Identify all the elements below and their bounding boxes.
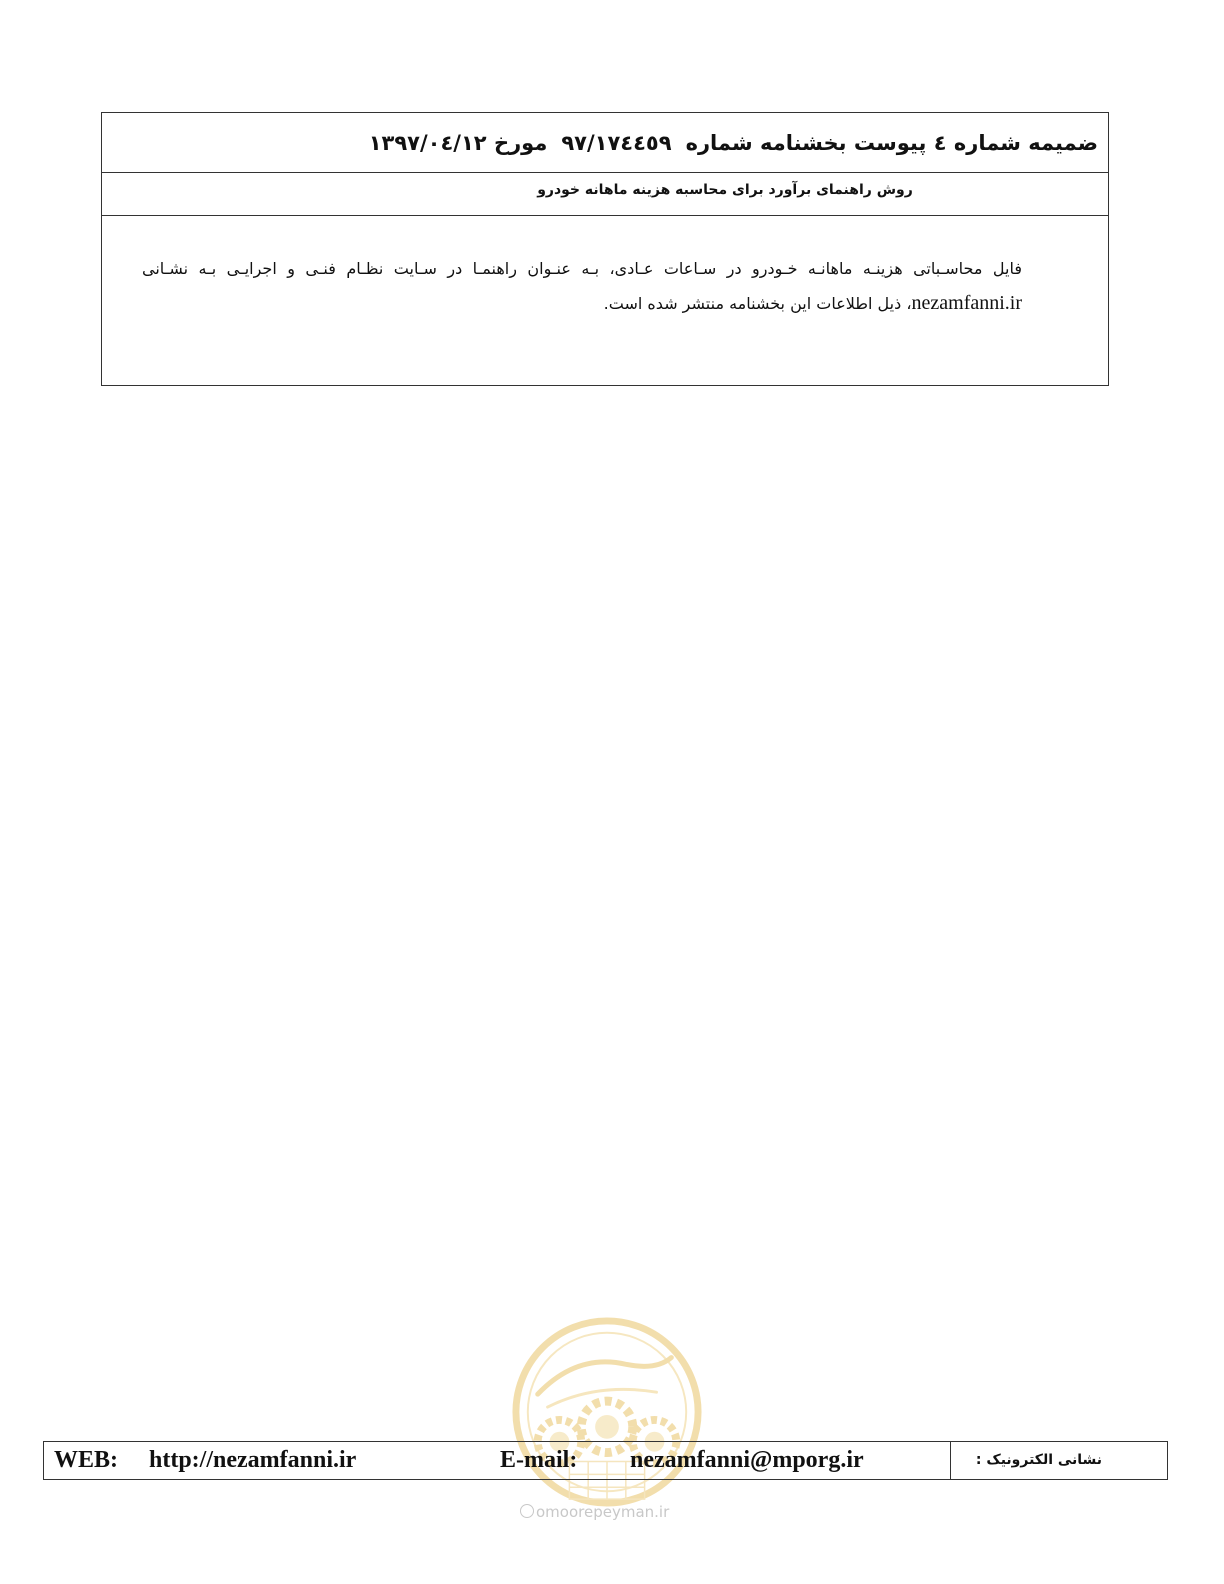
email-label: E-mail: <box>500 1447 578 1473</box>
circular-number: ٩٧/١٧٤٤٥٩ <box>561 131 672 155</box>
contact-links <box>44 1442 951 1479</box>
body-line-1: فایل محاسـباتی هزینـه ماهانـه خـودرو در سـاعات عـادی، بـه عنـوان راهنمـا در سـایت نظـام فنـی و اجرایـی بـه نشـانی <box>142 259 1022 278</box>
title-row <box>102 113 1108 173</box>
email-link[interactable]: nezamfanni@mporg.ir <box>630 1447 864 1473</box>
electronic-address-label: نشانی الکترونیک : <box>975 1452 1103 1468</box>
circular-date: ١٣٩٧/٠٤/١٢ <box>368 131 487 155</box>
subtitle: روش راهنمای برآورد برای محاسبه هزینه ماهانه خودرو <box>537 182 913 198</box>
date-label: مورخ <box>493 131 548 155</box>
watermark-caption <box>520 1503 669 1521</box>
web-label: WEB: <box>54 1447 119 1473</box>
watermark-caption-text: omoorepeyman.ir <box>536 1503 670 1521</box>
body-line-2 <box>142 286 1022 321</box>
circular-box <box>101 112 1109 386</box>
contact-footer <box>43 1441 1168 1480</box>
globe-icon <box>520 1504 534 1518</box>
site-address: nezamfanni.ir <box>911 292 1022 314</box>
watermark-logo <box>508 1313 706 1511</box>
subtitle-row <box>102 173 1108 216</box>
body-text <box>102 216 1108 321</box>
title-prefix: ضمیمه شماره ٤ پیوست بخشنامه شماره <box>685 131 1098 155</box>
web-link[interactable]: http://nezamfanni.ir <box>149 1447 357 1473</box>
body-line-2-rest: ، ذیل اطلاعات این بخشنامه منتشر شده است. <box>603 294 912 313</box>
